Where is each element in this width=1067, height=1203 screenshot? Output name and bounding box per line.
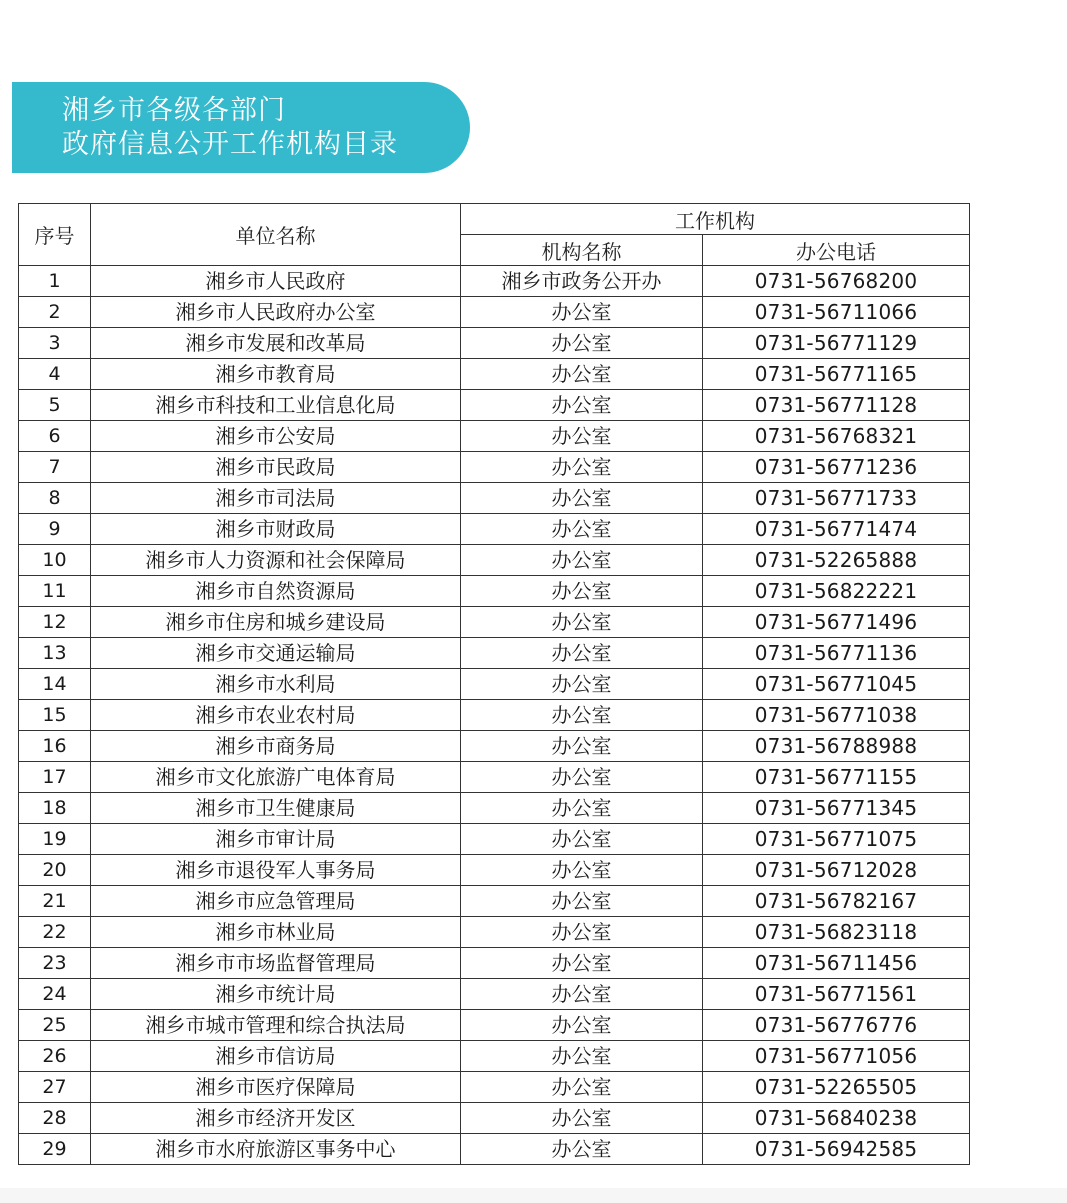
cell-unit-name: 湘乡市城市管理和综合执法局 — [91, 1010, 461, 1041]
table-row — [19, 700, 970, 731]
cell-seq: 16 — [19, 731, 91, 762]
cell-org-name: 湘乡市政务公开办 — [461, 266, 703, 297]
table-row — [19, 1134, 970, 1165]
cell-unit-name: 湘乡市应急管理局 — [91, 886, 461, 917]
cell-seq: 7 — [19, 452, 91, 483]
cell-phone: 0731-56788988 — [703, 731, 970, 762]
cell-phone: 0731-56768200 — [703, 266, 970, 297]
page-bottom-strip — [0, 1188, 1067, 1203]
table-row — [19, 359, 970, 390]
cell-seq: 1 — [19, 266, 91, 297]
cell-phone: 0731-56771128 — [703, 390, 970, 421]
cell-phone: 0731-56771038 — [703, 700, 970, 731]
cell-org-name: 办公室 — [461, 297, 703, 328]
cell-seq: 8 — [19, 483, 91, 514]
cell-phone: 0731-56712028 — [703, 855, 970, 886]
cell-seq: 3 — [19, 328, 91, 359]
table-row — [19, 452, 970, 483]
cell-phone: 0731-56942585 — [703, 1134, 970, 1165]
cell-phone: 0731-56771129 — [703, 328, 970, 359]
cell-seq: 23 — [19, 948, 91, 979]
cell-org-name: 办公室 — [461, 545, 703, 576]
cell-org-name: 办公室 — [461, 421, 703, 452]
cell-org-name: 办公室 — [461, 948, 703, 979]
cell-org-name: 办公室 — [461, 824, 703, 855]
cell-seq: 2 — [19, 297, 91, 328]
cell-seq: 24 — [19, 979, 91, 1010]
cell-org-name: 办公室 — [461, 1134, 703, 1165]
cell-org-name: 办公室 — [461, 483, 703, 514]
cell-org-name: 办公室 — [461, 793, 703, 824]
cell-phone: 0731-56771345 — [703, 793, 970, 824]
table-row — [19, 669, 970, 700]
table-row — [19, 266, 970, 297]
header-org-name: 机构名称 — [461, 235, 703, 266]
header-office-phone: 办公电话 — [703, 235, 970, 266]
cell-org-name: 办公室 — [461, 607, 703, 638]
table-row — [19, 514, 970, 545]
header-seq: 序号 — [19, 204, 91, 266]
cell-phone: 0731-56768321 — [703, 421, 970, 452]
table-row — [19, 297, 970, 328]
table-row — [19, 917, 970, 948]
table-row — [19, 638, 970, 669]
cell-phone: 0731-56771236 — [703, 452, 970, 483]
cell-seq: 19 — [19, 824, 91, 855]
cell-org-name: 办公室 — [461, 762, 703, 793]
cell-unit-name: 湘乡市市场监督管理局 — [91, 948, 461, 979]
cell-seq: 4 — [19, 359, 91, 390]
cell-seq: 10 — [19, 545, 91, 576]
cell-seq: 26 — [19, 1041, 91, 1072]
cell-phone: 0731-56771165 — [703, 359, 970, 390]
cell-phone: 0731-56771155 — [703, 762, 970, 793]
cell-org-name: 办公室 — [461, 328, 703, 359]
cell-unit-name: 湘乡市退役军人事务局 — [91, 855, 461, 886]
cell-org-name: 办公室 — [461, 669, 703, 700]
cell-unit-name: 湘乡市农业农村局 — [91, 700, 461, 731]
cell-unit-name: 湘乡市科技和工业信息化局 — [91, 390, 461, 421]
cell-seq: 21 — [19, 886, 91, 917]
title-banner — [12, 82, 470, 173]
cell-phone: 0731-56771056 — [703, 1041, 970, 1072]
cell-unit-name: 湘乡市水府旅游区事务中心 — [91, 1134, 461, 1165]
table-row — [19, 607, 970, 638]
cell-seq: 14 — [19, 669, 91, 700]
table-row — [19, 948, 970, 979]
cell-unit-name: 湘乡市水利局 — [91, 669, 461, 700]
cell-org-name: 办公室 — [461, 1072, 703, 1103]
cell-org-name: 办公室 — [461, 514, 703, 545]
cell-phone: 0731-56771474 — [703, 514, 970, 545]
table-row — [19, 855, 970, 886]
cell-phone: 0731-56771561 — [703, 979, 970, 1010]
table-row — [19, 483, 970, 514]
table-row — [19, 886, 970, 917]
cell-unit-name: 湘乡市经济开发区 — [91, 1103, 461, 1134]
table-row — [19, 793, 970, 824]
cell-seq: 5 — [19, 390, 91, 421]
table-row — [19, 576, 970, 607]
cell-unit-name: 湘乡市发展和改革局 — [91, 328, 461, 359]
cell-phone: 0731-56771045 — [703, 669, 970, 700]
cell-unit-name: 湘乡市文化旅游广电体育局 — [91, 762, 461, 793]
cell-unit-name: 湘乡市审计局 — [91, 824, 461, 855]
cell-unit-name: 湘乡市商务局 — [91, 731, 461, 762]
title-line-1: 湘乡市各级各部门 — [62, 95, 286, 126]
cell-org-name: 办公室 — [461, 886, 703, 917]
table-row — [19, 545, 970, 576]
table-row — [19, 1010, 970, 1041]
cell-seq: 15 — [19, 700, 91, 731]
cell-phone: 0731-56776776 — [703, 1010, 970, 1041]
cell-unit-name: 湘乡市卫生健康局 — [91, 793, 461, 824]
table-row — [19, 421, 970, 452]
cell-unit-name: 湘乡市林业局 — [91, 917, 461, 948]
cell-unit-name: 湘乡市公安局 — [91, 421, 461, 452]
cell-org-name: 办公室 — [461, 731, 703, 762]
title-line-2: 政府信息公开工作机构目录 — [62, 129, 398, 160]
cell-seq: 28 — [19, 1103, 91, 1134]
cell-unit-name: 湘乡市财政局 — [91, 514, 461, 545]
cell-unit-name: 湘乡市人力资源和社会保障局 — [91, 545, 461, 576]
cell-phone: 0731-56840238 — [703, 1103, 970, 1134]
cell-phone: 0731-56782167 — [703, 886, 970, 917]
table-row — [19, 762, 970, 793]
cell-org-name: 办公室 — [461, 979, 703, 1010]
table-row — [19, 1072, 970, 1103]
cell-phone: 0731-56711066 — [703, 297, 970, 328]
cell-org-name: 办公室 — [461, 1010, 703, 1041]
cell-seq: 22 — [19, 917, 91, 948]
cell-unit-name: 湘乡市医疗保障局 — [91, 1072, 461, 1103]
table-body — [19, 266, 970, 1165]
cell-seq: 17 — [19, 762, 91, 793]
cell-phone: 0731-56771075 — [703, 824, 970, 855]
cell-org-name: 办公室 — [461, 452, 703, 483]
cell-phone: 0731-56771733 — [703, 483, 970, 514]
cell-phone: 0731-56771496 — [703, 607, 970, 638]
cell-org-name: 办公室 — [461, 1103, 703, 1134]
cell-unit-name: 湘乡市教育局 — [91, 359, 461, 390]
cell-unit-name: 湘乡市住房和城乡建设局 — [91, 607, 461, 638]
cell-unit-name: 湘乡市交通运输局 — [91, 638, 461, 669]
cell-seq: 9 — [19, 514, 91, 545]
cell-seq: 6 — [19, 421, 91, 452]
cell-seq: 27 — [19, 1072, 91, 1103]
cell-unit-name: 湘乡市信访局 — [91, 1041, 461, 1072]
cell-org-name: 办公室 — [461, 855, 703, 886]
cell-seq: 25 — [19, 1010, 91, 1041]
cell-seq: 18 — [19, 793, 91, 824]
cell-phone: 0731-56823118 — [703, 917, 970, 948]
cell-org-name: 办公室 — [461, 917, 703, 948]
cell-org-name: 办公室 — [461, 576, 703, 607]
table-row — [19, 390, 970, 421]
cell-unit-name: 湘乡市司法局 — [91, 483, 461, 514]
cell-unit-name: 湘乡市人民政府 — [91, 266, 461, 297]
cell-org-name: 办公室 — [461, 638, 703, 669]
cell-unit-name: 湘乡市人民政府办公室 — [91, 297, 461, 328]
cell-phone: 0731-52265505 — [703, 1072, 970, 1103]
agency-directory-table — [18, 203, 970, 1165]
header-unit-name: 单位名称 — [91, 204, 461, 266]
cell-unit-name: 湘乡市统计局 — [91, 979, 461, 1010]
cell-phone: 0731-56822221 — [703, 576, 970, 607]
table-row — [19, 1103, 970, 1134]
cell-seq: 11 — [19, 576, 91, 607]
table-row — [19, 824, 970, 855]
cell-phone: 0731-52265888 — [703, 545, 970, 576]
table-header — [19, 204, 970, 266]
cell-unit-name: 湘乡市自然资源局 — [91, 576, 461, 607]
table-row — [19, 1041, 970, 1072]
table-row — [19, 979, 970, 1010]
cell-seq: 13 — [19, 638, 91, 669]
cell-org-name: 办公室 — [461, 390, 703, 421]
table-row — [19, 328, 970, 359]
cell-seq: 12 — [19, 607, 91, 638]
cell-seq: 20 — [19, 855, 91, 886]
cell-seq: 29 — [19, 1134, 91, 1165]
cell-org-name: 办公室 — [461, 1041, 703, 1072]
cell-unit-name: 湘乡市民政局 — [91, 452, 461, 483]
cell-phone: 0731-56771136 — [703, 638, 970, 669]
cell-org-name: 办公室 — [461, 700, 703, 731]
table-row — [19, 731, 970, 762]
cell-org-name: 办公室 — [461, 359, 703, 390]
cell-phone: 0731-56711456 — [703, 948, 970, 979]
header-work-agency: 工作机构 — [461, 204, 970, 235]
